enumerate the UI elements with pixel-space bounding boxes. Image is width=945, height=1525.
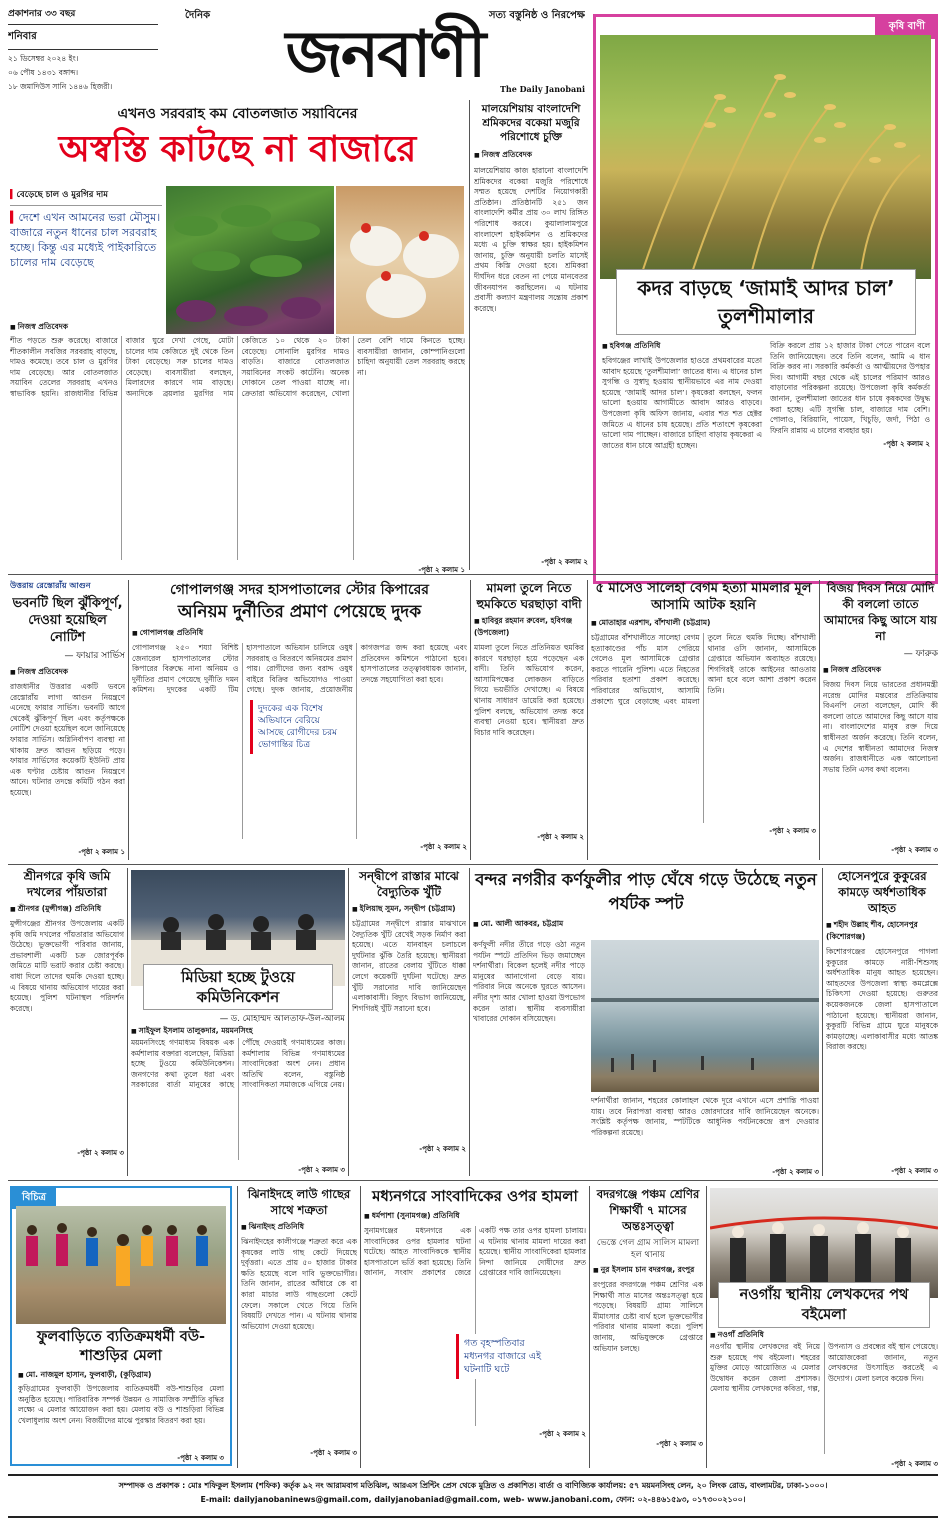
madhyanagar-byline: ■ ধর্মপাশা (সুনামগঞ্জ) প্রতিনিধি — [364, 1211, 586, 1223]
masthead-logo-block — [185, 6, 585, 98]
naogaon-story — [710, 1186, 938, 1468]
phulbari-tag: বিচিত্র — [12, 1188, 56, 1209]
media-quote-by: — ড. মোহাম্মদ আলতাফ-উল-আলম — [219, 1014, 345, 1024]
sandwip-body: চট্টগ্রামের সন্দ্বীপে রাস্তার মাঝখানে বৈদ্যুতিক খুঁটি রেখেই সড়ক নির্মাণ করা হয়েছে। এতে যানবাহন চলাচলে দুর্ঘটনার ঝুঁকি তৈরি হয়েছে। স্থানীয়রা জানান, রাতের বেলায় খুঁটিতে ধাক্কা লেগে কয়েকটি দুর্ঘটনা ঘটেছে। দ্রুত খুঁটি সরানোর দাবি জানিয়েছেন এলাকাবাসী। বিদ্যুৎ বিভাগ জানিয়েছে, শিগগিরই খুঁটি সরানো হবে। — [352, 919, 466, 1013]
gopalganj-continuation: -পৃষ্ঠা ২ কলাম ২ — [420, 843, 467, 851]
srinagar-headline: শ্রীনগরে কৃষি জমি দখলের পাঁয়তারা — [23, 869, 111, 899]
fire-story — [10, 580, 125, 860]
modi-headline: বিজয় দিবস নিয়ে মোদি কী বললো তাতে আমাদের কিছু আসে যায় না — [824, 581, 937, 643]
rice-stalks-illustration — [600, 35, 931, 279]
fire-kicker: উত্তরায় রেস্তোরাঁয় আগুন — [10, 581, 91, 590]
krishi-col-1 — [602, 341, 762, 581]
masthead-dateblock — [8, 6, 158, 96]
phulbari-box — [10, 1186, 232, 1466]
naogaon-byline: ■ নওগাঁ প্রতিনিধি — [710, 1330, 764, 1342]
srinagar-story — [10, 868, 124, 1176]
naogaon-headline: নওগাঁয় স্থানীয় লেখকদের পথ বইমেলা — [718, 1282, 930, 1328]
modi-byline: ■ নিজস্ব প্রতিবেদক — [823, 665, 938, 677]
krishi-col-2 — [770, 341, 930, 581]
madhyanagar-body: সুনামগঞ্জের মধ্যনগরে এক সাংবাদিকের ওপর হামলার ঘটনা ঘটেছে। আহত সাংবাদিককে স্থানীয় হাসপাতালে ভর্তি করা হয়েছে। তিনি জানান, সংবাদ প্রকাশের জেরে একটি পক্ষ তার ওপর হামলা চালায়। এ ঘটনায় থানায় মামলা দায়ের করা হয়েছে। স্থানীয় সাংবাদিকেরা হামলার নিন্দা জানিয়ে দোষীদের দ্রুত গ্রেপ্তারের দাবি জানিয়েছেন। — [364, 1226, 586, 1278]
mamla-body: মামলা তুলে নিতে প্রতিনিয়ত হুমকির কারণে ঘরছাড়া হয়ে পড়েছেন এক বাদী। তিনি অভিযোগ করেন, আসামিপক্ষের লোকজন বাড়িতে গিয়ে ভয়ভীতি দেখাচ্ছে। এ বিষয়ে থানায় সাধারণ ডায়েরি করা হয়েছে। পুলিশ বলছে, অভিযোগ তদন্ত করে ব্যবস্থা নেওয়া হবে। স্থানীয়রা দ্রুত বিচার দাবি করেছেন। — [474, 643, 584, 737]
fire-byline: ■ নিজস্ব প্রতিবেদক — [10, 667, 125, 679]
phulbari-continuation: -পৃষ্ঠা ২ কলাম ৩ — [177, 1454, 224, 1462]
fair-photo — [16, 1206, 226, 1324]
srinagar-continuation: -পৃষ্ঠা ২ কলাম ৩ — [77, 1149, 124, 1157]
krishi-byline: ■ হবিগঞ্জ প্রতিনিধি — [602, 341, 762, 353]
dog-byline: ■ শহীদ উল্লাহ শীব, হোসেনপুর (কিশোরগঞ্জ) — [826, 920, 938, 944]
mamla-story — [474, 580, 584, 860]
madhyanagar-headline: মধ্যনগরে সাংবাদিকের ওপর হামলা — [372, 1187, 578, 1205]
phulbari-headline: ফুলবাড়িতে ব্যতিক্রমধর্মী বউ-শাশুড়ির মেলা — [36, 1329, 206, 1364]
badarganj-continuation: -পৃষ্ঠা ২ কলাম ৩ — [656, 1440, 703, 1448]
krishi-body-2: বিক্রি করলে প্রায় ১২ হাজার টাকা পেতে পারেন বলে তিনি জানিয়েছেন। তবে তিনি বলেন, আমি এ ধান বিক্রি করব না। সরকারি কর্মকর্তা ও আত্মীয়দের উপহার দিব। আগামী বছর থেকে এই চালের পরিমাণ আরও বাড়ানোর পরিকল্পনা রয়েছে। উপজেলা কৃষি কর্মকর্তা জানান, তুলশীমালা জাতের ধান চাষে কৃষকদের উদ্বুদ্ধ করা হচ্ছে। এটি সুগন্ধি চাল, বাজারে দাম বেশি। পোলাও, বিরিয়ানি, পায়েস, খিচুড়ি, জর্দা, পিঠা ও ফিরনি রান্নায় এ চালের ব্যবহার হয়। — [770, 341, 930, 435]
karnaphuli-continuation: -পৃষ্ঠা ২ কলাম ৩ — [772, 1168, 819, 1176]
gopalganj-story — [132, 580, 467, 860]
saleha-byline: ■ মোতাহার এরশাদ, বাঁশখালী (চট্টগ্রাম) — [591, 618, 816, 630]
date-hijri: ১৮ জমাদিউস সানি ১৪৪৬ হিজরী। — [8, 82, 158, 96]
imprint-line-2: E-mail: dailyjanobaninews@gmail.com, dailyjanobaniad@gmail.com, web- www.janobani.com, ফোন: ০২-৪৪৬১৫৯৩, ০১৭৩০০২১০০। — [200, 1495, 746, 1504]
jhenaidah-body: ঝিনাইদহের কালীগঞ্জে শত্রুতা করে এক কৃষকের লাউ গাছ কেটে দিয়েছে দুর্বৃত্তরা। এতে প্রায় ৫০ হাজার টাকার ক্ষতি হয়েছে বলে দাবি ভুক্তভোগীর। তিনি জানান, রাতের আঁধারে কে বা কারা মাচার লাউ গাছগুলো কেটে ফেলে। সকালে খেতে গিয়ে তিনি বিষয়টি দেখতে পান। এ ঘটনায় থানায় অভিযোগ দেওয়া হয়েছে। — [241, 1237, 357, 1331]
vegetable-photo — [166, 186, 334, 334]
saleha-body: চট্টগ্রামের বাঁশখালীতে সালেহা বেগম হত্যাকাণ্ডের পাঁচ মাস পেরিয়ে গেলেও মূল আসামিকে গ্রেপ্তার করতে পারেনি পুলিশ। এতে নিহতের পরিবার হতাশা প্রকাশ করেছে। পরিবারের অভিযোগ, আসামি প্রকাশ্যে ঘুরে বেড়াচ্ছে এবং মামলা তুলে নিতে হুমকি দিচ্ছে। বাঁশখালী থানার ওসি জানান, আসামিকে গ্রেপ্তারে অভিযান অব্যাহত রয়েছে। শিগগিরই তাকে আইনের আওতায় আনা হবে বলে আশা প্রকাশ করেন তিনি। — [591, 633, 816, 706]
phulbari-byline: ■ মো. নাজমুল হাসান, ফুলবাড়ী, (কুড়িগ্রাম) — [18, 1370, 151, 1382]
krishi-headline: কদর বাড়ছে ‘জামাই আদর চাল’ তুলশীমালার — [616, 269, 916, 335]
malaysia-byline: ■ নিজস্ব প্রতিবেদক — [474, 150, 588, 162]
krishi-continuation: -পৃষ্ঠা ২ কলাম ২ — [883, 440, 930, 449]
jhenaidah-continuation: -পৃষ্ঠা ২ কলাম ৩ — [310, 1449, 357, 1457]
naogaon-continuation: -পৃষ্ঠা ২ কলাম ৩ — [891, 1460, 938, 1468]
day-label: শনিবার — [8, 29, 158, 50]
sandwip-story — [352, 868, 466, 1176]
media-story — [131, 868, 345, 1176]
gopalganj-headline-2: অনিয়ম দুর্নীতির প্রমাণ পেয়েছে দুদক — [177, 602, 422, 622]
logo-english: The Daily Janobani — [499, 84, 585, 94]
krishi-body-1: হবিগঞ্জের লাখাই উপজেলার হাওরে প্রথমবারের মতো আবাদ হয়েছে ‘তুলশীমালা’ জাতের ধান। এ ধানের চাল সুগন্ধি ও সুস্বাদু হওয়ায় স্থানীয়ভাবে এর নাম দেওয়া হয়েছে ‘জামাই আদর চাল’। কৃষকেরা বলছেন, ফলন ভালো হওয়ায় আগামীতে আবাদ আরও বাড়বে। উপজেলা কৃষি অফিস জানায়, এবার শত শত হেক্টর জমিতে এ ধানের চাষ হয়েছে। প্রতি শতাংশে কৃষকেরা ভালো দাম পাচ্ছেন। বাজারে চাহিদা বাড়ায় কৃষকেরা এ জাতের ধান চাষে আগ্রহী হচ্ছেন। — [602, 356, 762, 450]
vegetable-illustration — [166, 186, 334, 334]
dog-body: কিশোরগঞ্জের হোসেনপুরে পাগলা কুকুরের কামড়ে নারী-শিশুসহ অর্ধশতাধিক মানুষ আহত হয়েছেন। আহতদের উপজেলা স্বাস্থ্য কমপ্লেক্সে চিকিৎসা দেওয়া হয়েছে। গুরুতর কয়েকজনকে জেলা হাসপাতালে পাঠানো হয়েছে। স্থানীয়রা জানান, কুকুরটি বিভিন্ন গ্রামে ঘুরে মানুষকে কামড়াচ্ছে। এলাকাবাসীর মধ্যে আতঙ্ক বিরাজ করছে। — [826, 947, 938, 1052]
mamla-byline: ■ হাবিবুর রহমান রুবেল, হবিগঞ্জ (উপজেলা) — [474, 616, 584, 640]
gopalganj-headline-1: গোপালগঞ্জ সদর হাসপাতালের স্টোর কিপারের — [170, 582, 429, 598]
gopalganj-byline: ■ গোপালগঞ্জ প্রতিনিধি — [132, 628, 467, 640]
slogan: সত্য বস্তুনিষ্ঠ ও নিরপেক্ষ — [488, 10, 585, 21]
river-photo — [591, 940, 819, 1092]
fire-quote-by: — ফায়ার সার্ভিস — [64, 651, 125, 661]
lead-body: শীত পড়তে শুরু করেছে। বাজারে শীতকালীন সবজির সরবরাহ বাড়ছে, দামও কমেছে। তবে চাল ও মুরগির দাম বেড়েছে। আর বোতলজাত সয়াবিন তেলের সরবরাহ এখনও স্বাভাবিক হয়নি। রাজধানীর বিভিন্ন বাজার ঘুরে দেখা গেছে, মোটা চালের দাম কেজিতে দুই থেকে তিন টাকা বেড়েছে। সরু চালের দামও বেড়েছে। ব্যবসায়ীরা বলছেন, মিলারদের কারণে দাম বাড়ছে। অন্যদিকে ব্রয়লার মুরগির দাম কেজিতে ১০ থেকে ২০ টাকা বেড়েছে। সোনালি মুরগির দামও বাড়তি। বাজারে বোতলজাত সয়াবিনের সংকট কাটেনি। অনেক দোকানে তেল পাওয়া যাচ্ছে না। ক্রেতারা অভিযোগ করেছেন, খোলা তেল বেশি দামে কিনতে হচ্ছে। ব্যবসায়ীরা জানান, কোম্পানিগুলো চাহিদা অনুযায়ী তেল সরবরাহ করছে না। — [10, 336, 465, 398]
sandwip-continuation: -পৃষ্ঠা ২ কলাম ২ — [419, 1145, 466, 1153]
river-illustration — [591, 940, 819, 1092]
badarganj-subhead: ভেস্তে গেল গ্রাম সালিস মামলা হল থানায় — [596, 1238, 700, 1260]
karnaphuli-byline: ■ মো. আলী আকবর, চট্টগ্রাম — [473, 919, 819, 931]
dog-continuation: -পৃষ্ঠা ২ কলাম ৩ — [891, 1167, 938, 1175]
krishi-box — [593, 14, 938, 584]
fire-headline: ভবনটি ছিল ঝুঁকিপূর্ণ, দেওয়া হয়েছিল নোটিশ — [12, 596, 123, 645]
fire-continuation: -পৃষ্ঠা ২ কলাম ১ — [78, 848, 125, 856]
badarganj-headline: বদরগঞ্জে পঞ্চম শ্রেণির শিক্ষার্থী ৭ মাসের অন্তঃসত্ত্বা — [596, 1187, 700, 1233]
media-byline: ■ সাইফুল ইসলাম তালুকদার, ময়মনসিংহ — [131, 1026, 253, 1038]
phulbari-body: কুড়িগ্রামের ফুলবাড়ী উপজেলায় ব্যতিক্রমধর্মী বউ-শাশুড়ির মেলা অনুষ্ঠিত হয়েছে। পারিবারিক সম্পর্ক উন্নয়ন ও সামাজিক সম্প্রীতি বৃদ্ধির লক্ষ্যে এ মেলার আয়োজন করা হয়। মেলায় বউ ও শাশুড়িরা বিভিন্ন খেলাধুলায় অংশ নেন। বিজয়ীদের মাঝে পুরস্কার বিতরণ করা হয়। — [18, 1384, 224, 1425]
saleha-headline: ৫ মাসেও সালেহা বেগম হত্যা মামলার মূল আসামি আটক হয়নি — [595, 581, 812, 613]
media-headline: মিডিয়া হচ্ছে টুওয়ে কমিউনিকেশন — [143, 964, 333, 1010]
badarganj-story — [593, 1186, 703, 1468]
gopalganj-body: গোপালগঞ্জ ২৫০ শয্যা বিশিষ্ট জেনারেল হাসপাতালের স্টোর কিপারের বিরুদ্ধে নানা অনিয়ম ও দুর্নীতির প্রমাণ পেয়েছে দুর্নীতি দমন কমিশন। দুদকের একটি টিম হাসপাতালে অভিযান চালিয়ে ওষুধ সরবরাহ ও বিতরণে অনিয়মের প্রমাণ পায়। রোগীদের জন্য বরাদ্দ ওষুধ বাইরে বিক্রির অভিযোগও পাওয়া গেছে। দুদক জানায়, প্রয়োজনীয় কাগজপত্র জব্দ করা হয়েছে এবং প্রতিবেদন কমিশনে পাঠানো হবে। হাসপাতালের তত্ত্বাবধায়ক জানান, তদন্তে সহযোগিতা করা হবে। — [132, 643, 467, 695]
sandwip-byline: ■ ইলিয়াছ সুমন, সন্দ্বীপ (চট্টগ্রাম) — [352, 904, 466, 916]
sandwip-headline: সন্দ্বীপে রাস্তার মাঝে বৈদ্যুতিক খুঁটি — [359, 869, 459, 899]
date-bangla: ০৬ পৌষ ১৪৩১ বঙ্গাব্দ। — [8, 68, 79, 77]
modi-body: বিজয় দিবস নিয়ে ভারতের প্রধানমন্ত্রী নরেন্দ্র মোদির মন্তব্যের প্রতিক্রিয়ায় বিএনপি নেতা বলেছেন, মোদি কী বললো তাতে আমাদের কিছু আসে যায় না। বাংলাদেশের মানুষ রক্ত দিয়ে স্বাধীনতা অর্জন করেছে। তিনি বলেন, এ দেশের স্বাধীনতা আমাদের নিজস্ব অর্জন। রাজধানীতে এক আলোচনা সভায় তিনি এসব কথা বলেন। — [823, 680, 938, 774]
gopalganj-pullquote: দুদকের এক বিশেষ অভিযানে বেরিয়ে আসছে রোগীদের চরম ভোগান্তির চিত্র — [250, 700, 350, 754]
malaysia-story — [474, 102, 588, 570]
madhyanagar-continuation: -পৃষ্ঠা ২ কলাম ২ — [539, 1430, 586, 1438]
media-continuation: -পৃষ্ঠা ২ কলাম ৩ — [298, 1166, 345, 1174]
karnaphuli-headline: বন্দর নগরীর কর্ণফুলীর পাড় ঘেঁষে গড়ে উঠেছে নতুন পর্যটক স্পট — [475, 870, 817, 913]
jhenaidah-byline: ■ ঝিনাইদহ প্রতিনিধি — [241, 1222, 357, 1234]
lead-continuation: -পৃষ্ঠা ২ কলাম ১ — [418, 566, 465, 574]
saleha-continuation: -পৃষ্ঠা ২ কলাম ৩ — [769, 827, 816, 835]
naogaon-body: নওগাঁয় স্থানীয় লেখকদের বই নিয়ে শুরু হয়েছে পথ বইমেলা। শহরের মুক্তির মোড়ে আয়োজিত এ মেলার উদ্বোধন করেন জেলা প্রশাসক। মেলায় স্থানীয় লেখকদের কবিতা, গল্প, উপন্যাস ও প্রবন্ধের বই স্থান পেয়েছে। আয়োজকেরা জানান, নতুন লেখকদের উৎসাহিত করতেই এ উদ্যোগ। মেলা চলবে কয়েক দিন। — [710, 1342, 938, 1394]
imprint-footer — [8, 1474, 938, 1518]
saleha-story — [591, 580, 816, 860]
dog-headline: হোসেনপুরে কুকুরের কামড়ে অর্ধশতাধিক আহত — [837, 869, 927, 915]
lead-kicker: এখনও সরবরাহ কম বোতলজাত সয়াবিনের — [117, 106, 358, 122]
badarganj-byline: ■ নুর ইসলাম চান বদরগঞ্জ, রংপুর — [593, 1265, 703, 1277]
modi-story — [823, 580, 938, 860]
lead-byline: ■ নিজস্ব প্রতিবেদক — [10, 322, 160, 334]
chicken-photo — [336, 186, 464, 334]
lead-subtitle: ▍বেড়েছে চাল ও মুরগির দাম — [10, 188, 162, 206]
srinagar-byline: ■ শ্রীনগর (মুন্সীগঞ্জ) প্রতিনিধি — [10, 904, 124, 916]
chicken-illustration — [336, 186, 464, 334]
karnaphuli-body-2: দর্শনার্থীরা জানান, শহরের কোলাহল থেকে দূরে এখানে এসে প্রশান্তি পাওয়া যায়। তবে নিরাপত্তা ব্যবস্থা আরও জোরদারের দাবি জানিয়েছেন অনেকে। সংশ্লিষ্ট কর্তৃপক্ষ জানায়, স্পটটিকে আধুনিক পর্যটনকেন্দ্রে রূপ দেওয়ার পরিকল্পনা রয়েছে। — [591, 1096, 819, 1137]
fair-illustration — [16, 1206, 226, 1324]
dog-story — [826, 868, 938, 1176]
malaysia-headline: মালয়েশিয়ায় বাংলাদেশি শ্রমিকদের বকেয়া মজুরি পরিশোধে চুক্তি — [481, 103, 581, 143]
modi-quote-by: — ফারুক — [903, 649, 938, 659]
badarganj-body: রংপুরের বদরগঞ্জে পঞ্চম শ্রেণির এক শিক্ষার্থী সাত মাসের অন্তঃসত্ত্বা হয়ে পড়েছে। বিষয়টি গ্রাম্য সালিসে মীমাংসার চেষ্টা ব্যর্থ হলে ভুক্তভোগীর পরিবার থানায় মামলা করে। পুলিশ জানায়, অভিযুক্তকে গ্রেপ্তারে অভিযান চলছে। — [593, 1280, 703, 1353]
malaysia-continuation: -পৃষ্ঠা ২ কলাম ২ — [541, 558, 588, 566]
lead-sidebar — [10, 188, 162, 306]
date-english: ২১ ডিসেম্বর ২০২৪ ইং। — [8, 54, 79, 63]
fire-body: রাজধানীর উত্তরার একটি ভবনে রেস্তোরাঁয় লাগা আগুন নিয়ন্ত্রণে এনেছে ফায়ার সার্ভিস। ভবনটি আগে থেকেই ঝুঁকিপূর্ণ ছিল এবং কর্তৃপক্ষকে নোটিশ দেওয়া হয়েছিল বলে জানিয়েছে ফায়ার সার্ভিস। অগ্নিনির্বাপণ ব্যবস্থা না থাকায় দ্রুত আগুন ছড়িয়ে পড়ে। ফায়ার সার্ভিসের কয়েকটি ইউনিট প্রায় এক ঘণ্টার চেষ্টায় আগুন নিয়ন্ত্রণে আনে। ঘটনার তদন্তে কমিটি গঠন করা হয়েছে। — [10, 682, 125, 797]
lead-headline: অস্বস্তি কাটছে না বাজারে — [58, 129, 417, 170]
malaysia-body: মালয়েশিয়ায় কাজ হারানো বাংলাদেশি শ্রমিকদের বকেয়া মজুরি পরিশোধে সম্মত হয়েছে দেশটির নিয়োগকারী প্রতিষ্ঠান। প্রতিষ্ঠানটি ২৫১ জন বাংলাদেশি কর্মীর প্রায় ৩০ লাখ রিঙ্গিত পরিশোধ করবে। কুয়ালালামপুরে বাংলাদেশ হাইকমিশন ও শ্রমিকদের মধ্যে এ চুক্তি স্বাক্ষর হয়। হাইকমিশন জানায়, চুক্তি অনুযায়ী চলতি মাসেই প্রথম কিস্তি দেওয়া হবে। শ্রমিকরা দীর্ঘদিন ধরে বেতন না পেয়ে মানবেতর জীবনযাপন করছিলেন। এ ঘটনায় প্রবাসী কল্যাণ মন্ত্রণালয় সন্তোষ প্রকাশ করেছে। — [474, 166, 588, 313]
daily-label: দৈনিক — [185, 10, 211, 21]
mamla-headline: মামলা তুলে নিতে হুমকিতে ঘরছাড়া বাদী — [476, 581, 582, 611]
lead-byline-wrap — [10, 322, 160, 334]
krishi-tag: কৃষি বাণী — [875, 17, 935, 39]
madhyanagar-pullquote: গত বৃহস্পতিবার মধ্যনগর বাজারে এই ঘটনাটি ঘটে — [456, 1334, 562, 1379]
karnaphuli-body-1: কর্ণফুলী নদীর তীরে গড়ে ওঠা নতুন পর্যটন স্পটে প্রতিদিন ভিড় জমাচ্ছেন দর্শনার্থীরা। বিকেল হলেই নদীর পাড়ে মানুষের আনাগোনা বেড়ে যায়। পরিবার নিয়ে অনেকে ঘুরতে আসেন। নদীর দৃশ্য আর খোলা হাওয়া উপভোগ করেন তারা। স্থানীয় ব্যবসায়ীরা খাবারের দোকান বসিয়েছেন। — [473, 940, 585, 1024]
mamla-continuation: -পৃষ্ঠা ২ কলাম ২ — [537, 833, 584, 841]
rice-photo — [600, 35, 931, 279]
srinagar-body: মুন্সীগঞ্জের শ্রীনগর উপজেলায় একটি কৃষি জমি দখলের পাঁয়তারার অভিযোগ উঠেছে। ভুক্তভোগী পরিবার জানায়, প্রভাবশালী একটি চক্র জোরপূর্বক জমিতে মাটি ভরাট করার চেষ্টা করছে। বাধা দিলে তাদের হুমকি দেওয়া হচ্ছে। এ বিষয়ে থানায় অভিযোগ দায়ের করা হয়েছে। পুলিশ ঘটনাস্থল পরিদর্শন করেছে। — [10, 919, 124, 1013]
logo: জনবাণী — [285, 18, 485, 92]
jhenaidah-story — [241, 1186, 357, 1468]
lead-highlight: ▍দেশে এখন আমনের ভরা মৌসুম। বাজারে নতুন ধানের চাল সরবরাহ হচ্ছে। কিন্তু এর মধ্যেই পাইকারিতে চালের দাম বেড়েছে — [10, 211, 161, 269]
imprint-line-1: সম্পাদক ও প্রকাশক : মোঃ শফিকুল ইসলাম (শফিক) কর্তৃক ৯২ নং আরামবাগ মতিঝিল, আরএস প্রিন্টিং প্রেস থেকে মুদ্রিত ও প্রকাশিত। বার্তা ও বাণিজ্যিক কার্যালয়: ৫৭ ময়মনসিংহ লেন, ২০ লিংক রোড, বাংলামটর, ঢাকা-১০০০। — [118, 1481, 828, 1490]
madhyanagar-story — [364, 1186, 586, 1468]
jhenaidah-headline: ঝিনাইদহে লাউ গাছের সাথে শত্রুতা — [247, 1187, 351, 1217]
edition-label: প্রকাশনার ৩৩ বছর — [8, 6, 158, 25]
modi-continuation: -পৃষ্ঠা ২ কলাম ৩ — [891, 846, 938, 854]
media-body: ময়মনসিংহে গণমাধ্যম বিষয়ক এক কর্মশালায় বক্তারা বলেছেন, মিডিয়া হচ্ছে টুওয়ে কমিউনিকেশন। জনগণের কথা তুলে ধরা এবং সরকারের বার্তা মানুষের কাছে পৌঁছে দেওয়াই গণমাধ্যমের কাজ। কর্মশালায় বিভিন্ন গণমাধ্যমের সাংবাদিকেরা অংশ নেন। প্রধান অতিথি বলেন, বস্তুনিষ্ঠ সাংবাদিকতা সমাজকে এগিয়ে নেয়। — [131, 1038, 345, 1090]
karnaphuli-story — [473, 868, 819, 1176]
